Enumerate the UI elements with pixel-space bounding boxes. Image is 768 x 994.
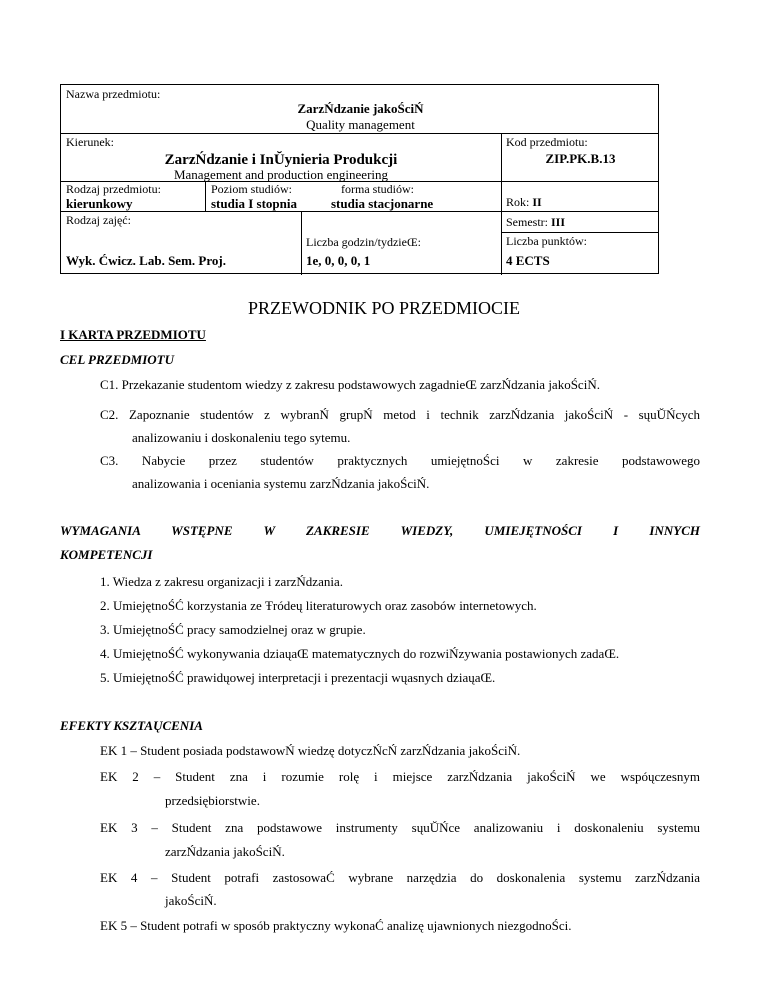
goal-heading: CEL PRZEDMIOTU [60, 352, 174, 367]
effects-heading: EFEKTY KSZTAŲCENIA [60, 718, 203, 733]
goal-item: C3. Nabycie przez studentów praktycznych umiejętnoŚci w zakresie podstawowego [100, 453, 700, 468]
effect-item: EK 4 – Student potrafi zastosowaĆ wybrane narzędzia do doskonalenia systemu zarzŃdzania [100, 870, 700, 885]
requirement-item: 4. UmiejętnoŚĆ wykonywania dziaųaŒ matematycznych do rozwiŃzywania postawionych zadaŒ. [100, 646, 620, 661]
effect-item: EK 3 – Student zna podstawowe instrumenty sųuŬŃce analizowaniu i doskonaleniu systemu [100, 820, 700, 835]
effect-item: EK 2 – Student zna i rozumie rolę i miejsce zarzŃdzania jakoŚciŃ we wspóųczesnym [100, 769, 700, 784]
field-label: Kierunek: [66, 135, 114, 149]
course-header-table [60, 84, 659, 274]
hours-label: Liczba godzin/tydzieŒ: [306, 235, 421, 249]
header-divider [501, 232, 658, 233]
effect-item-continuation: zarzŃdzania jakoŚciŃ. [165, 844, 285, 859]
header-divider [301, 211, 302, 275]
requirement-item: 1. Wiedza z zakresu organizacji i zarzŃdzania. [100, 574, 343, 589]
effect-item: EK 1 – Student posiada podstawowŃ wiedzę dotyczŃcŃ zarzŃdzania jakoŚciŃ. [100, 743, 521, 758]
level-label: Poziom studiów: [211, 182, 293, 196]
field-name-pl: ZarzŃdzanie i InŬynieria Produkcji [164, 152, 398, 168]
subject-name-pl: ZarzŃdzanie jakoŚciŃ [297, 101, 424, 116]
semester-field: Semestr: III [506, 215, 566, 229]
ects-points: 4 ECTS [506, 253, 550, 268]
study-form: studia stacjonarne [331, 196, 434, 211]
goal-item-continuation: analizowaniu i doskonaleniu tego sytemu. [132, 430, 351, 445]
subject-name-en: Quality management [306, 117, 415, 132]
course-code: ZIP.PK.B.13 [545, 151, 616, 166]
points-label: Liczba punktów: [506, 234, 587, 248]
type-label: Rodzaj przedmiotu: [66, 182, 161, 196]
requirements-heading-cont: KOMPETENCJI [60, 547, 153, 562]
form-label: forma studiów: [341, 182, 414, 196]
requirement-item: 5. UmiejętnoŚĆ prawidųowej interpretacji i prezentacji wųasnych dziaųaŒ. [100, 670, 496, 685]
page-title: PRZEWODNIK PO PRZEDMIOCIE [248, 298, 520, 318]
header-divider [61, 133, 658, 134]
subject-label: Nazwa przedmiotu: [66, 87, 161, 101]
effect-item: EK 5 – Student potrafi w sposób praktyczny wykonaĆ analizę ujawnionych niezgodnoŚci. [100, 918, 572, 933]
requirements-heading: WYMAGANIA WSTĘPNE W ZAKRESIE WIEDZY, UMIEJĘTNOŚCI I INNYCH [60, 523, 700, 538]
year-field: Rok: II [506, 195, 542, 209]
field-name-en: Management and production engineering [173, 167, 389, 182]
goal-item: C1. Przekazanie studentom wiedzy z zakresu podstawowych zagadnieŒ zarzŃdzania jakoŚciŃ. [100, 377, 600, 392]
effect-item-continuation: jakoŚciŃ. [165, 893, 217, 908]
requirement-item: 2. UmiejętnoŚĆ korzystania ze Ŧródeų literaturowych oraz zasobów internetowych. [100, 598, 537, 613]
code-label: Kod przedmiotu: [506, 135, 588, 149]
course-type: kierunkowy [66, 196, 133, 211]
classes-label: Rodzaj zajęć: [66, 213, 131, 227]
hours-per-week: 1e, 0, 0, 0, 1 [306, 253, 371, 268]
card-heading: I KARTA PRZEDMIOTU [60, 327, 206, 342]
header-divider [205, 181, 206, 211]
requirement-item: 3. UmiejętnoŚĆ pracy samodzielnej oraz w grupie. [100, 622, 366, 637]
goal-item: C2. Zapoznanie studentów z wybranŃ grupŃ metod i technik zarzŃdzania jakoŚciŃ - sųuŬŃcych [100, 407, 700, 422]
study-level: studia I stopnia [211, 196, 297, 211]
goal-item-continuation: analizowania i oceniania systemu zarzŃdzania jakoŚciŃ. [132, 476, 430, 491]
effect-item-continuation: przedsiębiorstwie. [165, 793, 260, 808]
classes-types: Wyk. Ćwicz. Lab. Sem. Proj. [66, 253, 226, 268]
